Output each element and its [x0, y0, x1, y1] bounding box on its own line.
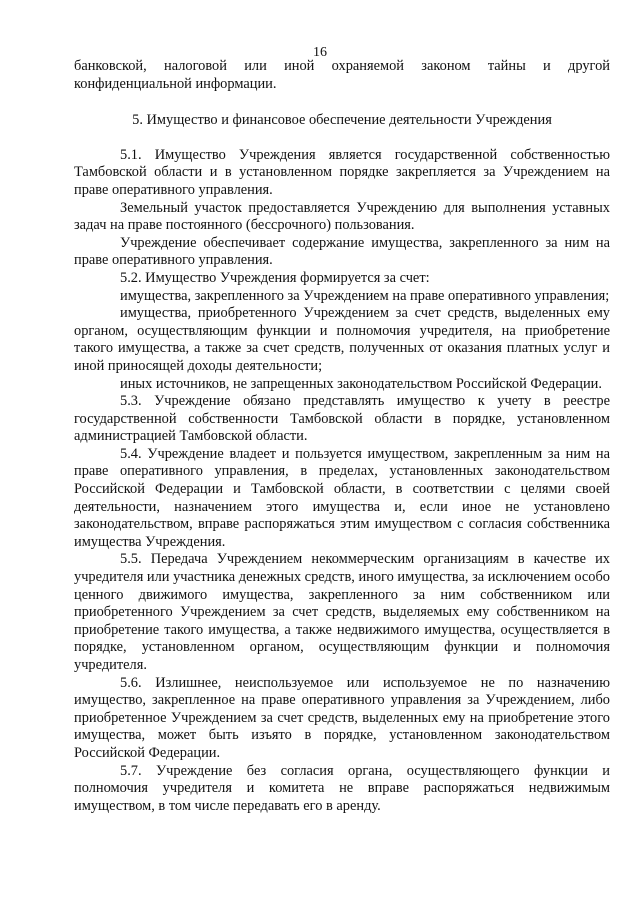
list-item-other-sources: иных источников, не запрещенных законодательством Российской Федерации. — [120, 375, 602, 392]
document-body — [74, 58, 610, 815]
paragraph-5-1: 5.1. Имущество Учреждения является государственной собственностью Тамбовской области и в установленном порядке закрепляется за Учреждением на праве оперативного управления. — [74, 146, 610, 198]
paragraph-land-plot: Земельный участок предоставляется Учреждению для выполнения уставных задач на праве постоянного (бессрочного) пользования. — [74, 199, 610, 234]
paragraph-continuation: банковской, налоговой или иной охраняемой законом тайны и другой конфиденциальной информации. — [74, 58, 610, 92]
paragraph-5-3: 5.3. Учреждение обязано представлять имущество к учету в реестре государственной собственности Тамбовской области в порядке, установленном администрацией Тамбовской области. — [74, 393, 610, 445]
list-item-assigned-property: имущества, закрепленного за Учреждением на праве оперативного управления; — [120, 287, 610, 304]
paragraph-5-6: 5.6. Излишнее, неиспользуемое или используемое не по назначению имущество, закрепленное на праве оперативного управления за Учреждением, либо приобретенное Учреждением за счет средств, выделенных ему на приобретение этого имущества, может быть изъято в порядке, установленном законодательством Российской Федерации. — [74, 674, 610, 761]
paragraph-5-4: 5.4. Учреждение владеет и пользуется имуществом, закрепленным за ним на праве оперативного управления, в пределах, установленных законодательством Российской Федерации и Тамбовской области, в соответствии с целями своей деятельности, назначением этого имущества и, если иное не установлено законодательством, вправе распоряжаться этим имуществом с согласия собственника имущества Учреждения. — [74, 445, 610, 550]
paragraph-5-7: 5.7. Учреждение без согласия органа, осуществляющего функции и полномочия учредителя и комитета не вправе распоряжаться недвижимым имуществом, в том числе передавать его в аренду. — [74, 762, 610, 814]
paragraph-maintenance: Учреждение обеспечивает содержание имущества, закрепленного за ним на праве оперативного управления. — [74, 234, 610, 269]
section-heading: 5. Имущество и финансовое обеспечение деятельности Учреждения — [132, 112, 552, 129]
paragraph-5-5: 5.5. Передача Учреждением некоммерческим организациям в качестве их учредителя или участника денежных средств, иного имущества, за исключением особо ценного движимого имущества, закрепленного за ним собственником или приобретенного Учреждением за счет средств, выделяемых ему собственником на приобретение такого имущества, а также недвижимого имущества, осуществляется в порядке, установленном органом, осуществляющим функции и полномочия учредителя. — [74, 551, 610, 673]
paragraph-5-2: 5.2. Имущество Учреждения формируется за счет: — [120, 269, 430, 286]
page-number: 16 — [313, 45, 327, 60]
list-item-acquired-property: имущества, приобретенного Учреждением за счет средств, выделенных ему органом, осуществляющим функции и полномочия учредителя, на приобретение такого имущества, а также за счет средств, полученных от оказания платных услуг и иной приносящей доходы деятельности; — [74, 305, 610, 374]
